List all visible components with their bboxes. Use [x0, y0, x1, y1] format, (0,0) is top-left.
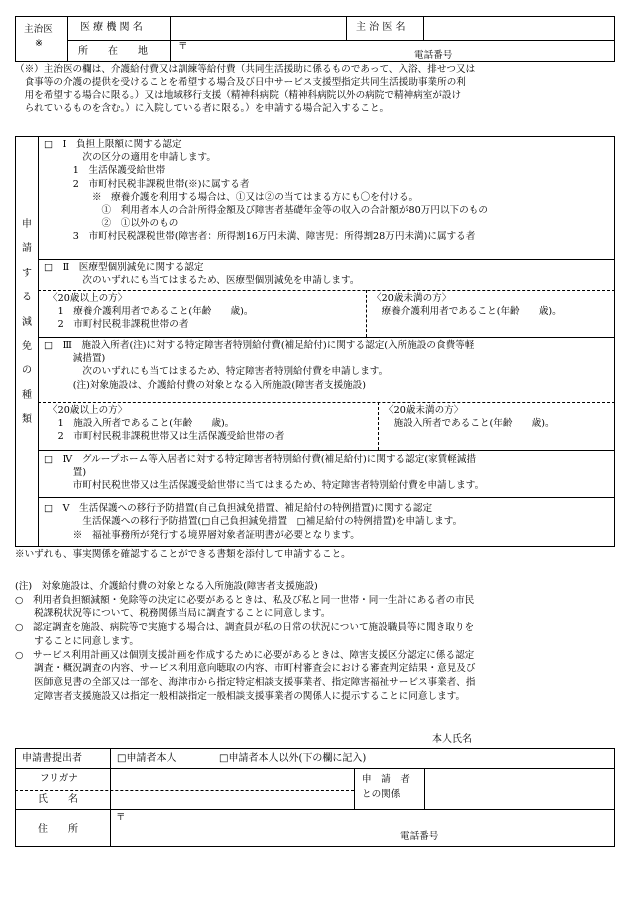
signature-label: 本人氏名: [432, 734, 472, 745]
name-field[interactable]: [111, 791, 353, 808]
postal-mark: 〒: [178, 41, 188, 52]
divider: [15, 809, 615, 810]
divider: [67, 16, 68, 62]
name-label: 氏 名: [38, 794, 78, 805]
submitter-postal-mark: 〒: [116, 812, 126, 823]
section-2[interactable]: □ Ⅱ 医療型個別減免に関する認定 次のいずれにも当てはまるため、医療型個別減免を申請します。: [44, 262, 360, 287]
divider: [38, 497, 615, 498]
section-4[interactable]: □ Ⅳ グループホーム等入居者に対する特定障害者特別給付費(補足給付)に関する認定(家賃軽減措 置) 市町村民税世帯又は生活保護受給世帯に当てはまるため、特定障害者特別給付費を申請します。: [44, 454, 485, 492]
furigana-label: フリガナ: [40, 773, 78, 784]
address-field[interactable]: [190, 41, 400, 61]
furigana-field[interactable]: [111, 769, 353, 789]
section-1[interactable]: □ Ⅰ 負担上限額に関する認定 次の区分の適用を申請します。 1 生活保護受給世帯 2 市町村民税非課税世帯(※)に属する者 ※ 療養介護を利用する場合は、①又は②の当てはまる方にも〇を付ける。 ① 利用者本人の合計所得金額及び障害者基礎年金等の収入の合計額が80万円以下のもの ② ①以外のもの 3 市町村民税課税世帯(障害者：所得割16万円未満、障害児：所得割28万円未満)に属する者: [44, 139, 488, 243]
submitter-label: 申請書提出者: [22, 753, 82, 764]
submitter-phone-label: 電話番号: [400, 831, 439, 842]
submitter-other-checkbox[interactable]: □申請者本人以外(下の欄に記入): [219, 753, 367, 764]
divider: [38, 450, 615, 451]
section-3-minor: 〈20歳未満の方〉 施設入所者であること(年齢 歳)。: [384, 405, 555, 430]
physician-mark: ※: [35, 38, 44, 49]
submitter-address-field[interactable]: [128, 811, 388, 845]
physician-name-label: 主 治 医 名: [356, 22, 406, 33]
divider: [354, 768, 355, 809]
physician-header: 主治医: [24, 24, 53, 35]
consent-notes: (注) 対象施設は、介護給付費の対象となる入所施設(障害者支援施設) ○ 利用者負担額減額・免除等の決定に必要があるときは、私及び私と同一世帯・同一生計にある者の市民 税課税状況等について、税務関係当局に調査することに同意します。 ○ 認定調査を施設、病院等で実施する場合は、調査員が私の日常の状況について施設職員等に聞き取りを することに同意します。 ○ サービス利用計画又は個別支援計画を作成するために必要があるときは、障害支援区分認定に係る認定 調査・概況調査の内容、サービス利用意向聴取の内容、市町村審査会における審査判定結果・意見及び 医師意見書の全部又は一部を、海津市から指定特定相談支援事業者、指定障害福祉サービス事業者、指 定障害者支援施設又は指定一般相談指定一般相談支援事業者の関係人に提示することに同意します。: [15, 581, 476, 702]
relation-field[interactable]: [425, 769, 614, 808]
section-2-minor: 〈20歳未満の方〉 療養介護利用者であること(年齢 歳)。: [372, 293, 562, 318]
table-note: ※いずれも、事実関係を確認することができる書類を添付して申請すること。: [15, 549, 351, 560]
divider: [38, 402, 615, 403]
side-label: 申 請 す る 減 免 の 種 類: [22, 219, 32, 426]
divider: [366, 290, 367, 337]
phone-label: 電話番号: [414, 50, 453, 61]
section-5[interactable]: □ Ⅴ 生活保護への移行予防措置(自己負担減免措置、補足給付の特例措置)に関する認定 生活保護への移行予防措置(□自己負担減免措置 □補足給付の特例措置)を申請します。 ※ 福祉事務所が発行する境界層対象者証明書が必要となります。: [44, 503, 463, 541]
section-3-adult: 〈20歳以上の方〉 1 施設入所者であること(年齢 歳)。 2 市町村民税非課税世帯又は生活保護受給世帯の者: [48, 405, 285, 443]
institution-field[interactable]: [171, 17, 345, 39]
address-label: 所 在 地: [78, 46, 148, 57]
section-3[interactable]: □ Ⅲ 施設入所者(注)に対する特定障害者特別給付費(補足給付)に関する認定(入所施設の食費等軽 減措置) 次のいずれにも当てはまるため、特定障害者特別給付費を申請します。 (注)対象施設は、介護給付費の対象となる入所施設(障害者支援施設): [44, 340, 475, 391]
institution-label: 医 療 機 関 名: [80, 22, 143, 33]
divider: [38, 290, 615, 291]
divider: [38, 259, 615, 260]
divider: [378, 402, 379, 450]
divider: [346, 16, 347, 40]
section-2-adult: 〈20歳以上の方〉 1 療養介護利用者であること(年齢 歳)。 2 市町村民税非課税世帯の者: [48, 293, 254, 331]
physician-name-field[interactable]: [424, 17, 614, 39]
relation-label: との関係: [362, 789, 401, 800]
submitter-address-label: 住 所: [38, 824, 78, 835]
divider: [38, 337, 615, 338]
divider: [38, 136, 39, 547]
physician-note: （※）主治医の欄は、介護給付費又は訓練等給付費（共同生活援助に係るものであって、入浴、排せつ又は 食事等の介護の提供を受けることを希望する場合及び日中サービス支援型指定共同生活援助事業所の利 用を希望する場合に限る。）又は地域移行支援（精神科病院（精神科病院以外の病院で精神病室が設け られているものを含む。）に入院している者に限る。）を申請する場合記入すること。: [15, 64, 476, 114]
submitter-self-checkbox[interactable]: □申請者本人: [117, 753, 177, 764]
relation-label: 申 請 者: [362, 774, 410, 785]
